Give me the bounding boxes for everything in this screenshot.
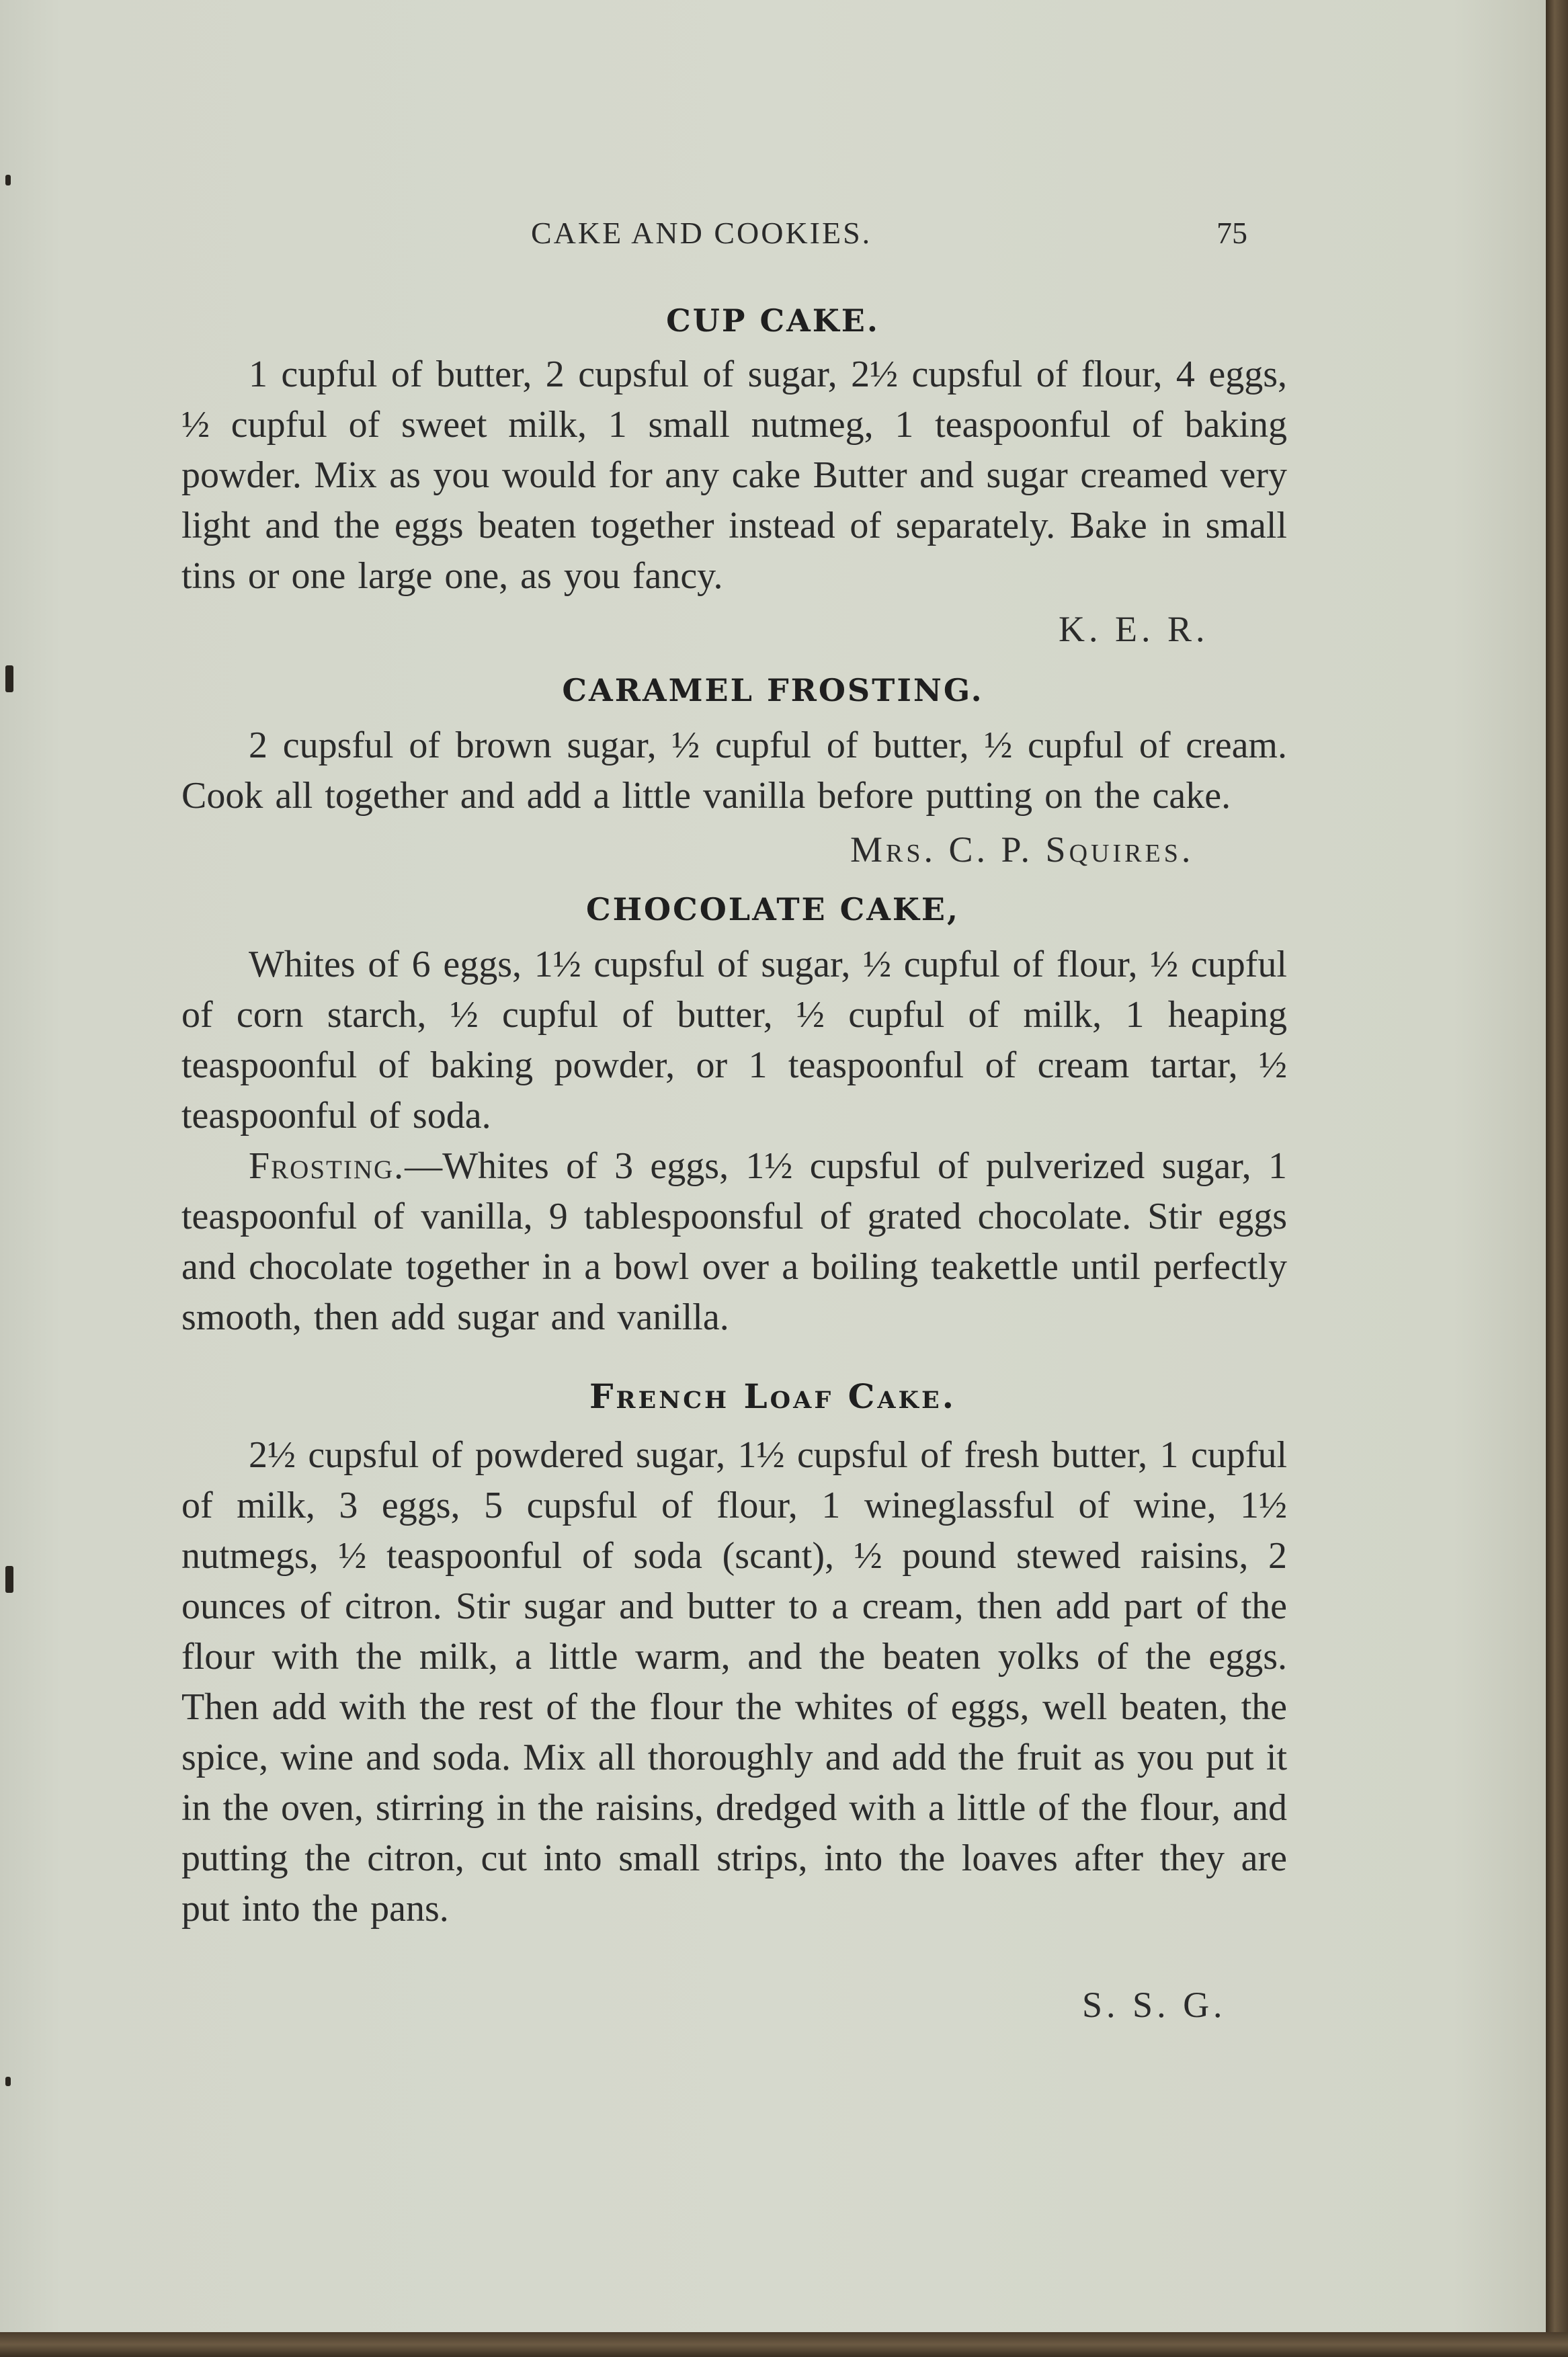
page-edge-bottom: [0, 2332, 1568, 2357]
recipe-body-chocolate-cake: [181, 940, 1287, 1343]
recipe-title-cup-cake: CUP CAKE.: [666, 302, 880, 339]
recipe-body-french-loaf-cake: [181, 1430, 1287, 1934]
recipe-title-caramel-frosting: CARAMEL FROSTING.: [562, 672, 984, 708]
recipe-signature: S. S. G.: [1082, 1985, 1227, 2025]
frosting-text: —Whites of 3 eggs, 1½ cupsful of pulverized sugar, 1 teaspoonful of vanilla, 9 tablespoonsful of grated chocolate. Stir eggs and chocolate together in a bowl over a boiling teakettle until perfectly smooth, then add sugar and vanilla.: [181, 1145, 1287, 1338]
recipe-text: 2½ cupsful of powdered sugar, 1½ cupsful of fresh butter, 1 cupful of milk, 3 eggs, 5 cupsful of flour, 1 wineglassful of wine, 1½ nutmegs, ½ teaspoonful of soda (scant), ½ pound stewed raisins, 2 ounces of citron. Stir sugar and butter to a cream, then add part of the flour with the milk, a little warm, and the beaten yolks of the eggs. Then add with the rest of the flour the whites of eggs, well beaten, the spice, wine and soda. Mix all thoroughly and add the fruit as you put it in the oven, stirring in the raisins, dredged with a little of the flour, and putting the citron, cut into small strips, into the loaves after they are put into the pans.: [181, 1434, 1287, 1930]
frosting-paragraph: [181, 1141, 1287, 1343]
page-number: 75: [1216, 216, 1247, 250]
running-head: CAKE AND COOKIES.: [531, 216, 872, 250]
binding-mark: [5, 1566, 13, 1593]
recipe-body-caramel-frosting: [181, 720, 1287, 821]
binding-mark: [5, 175, 11, 185]
recipe-body-cup-cake: [181, 349, 1287, 602]
recipe-text: 1 cupful of butter, 2 cupsful of sugar, 2½ cupsful of flour, 4 eggs, ½ cupful of sweet milk, 1 small nutmeg, 1 teaspoonful of baking powder. Mix as you would for any cake Butter and sugar creamed very light and the eggs beaten together instead of separately. Bake in small tins or one large one, as you fancy.: [181, 354, 1287, 597]
recipe-signature: Mrs. C. P. Squires.: [850, 829, 1194, 870]
recipe-title-chocolate-cake: CHOCOLATE CAKE,: [585, 891, 960, 927]
binding-mark: [5, 2077, 11, 2086]
recipe-title-french-loaf-cake: French Loaf Cake.: [589, 1376, 957, 1416]
frosting-label: Frosting.: [249, 1145, 405, 1187]
recipe-text: 2 cupsful of brown sugar, ½ cupful of butter, ½ cupful of cream. Cook all together and add a little vanilla before putting on the cake.: [181, 725, 1287, 817]
page-edge-right: [1546, 0, 1568, 2357]
recipe-text: Whites of 6 eggs, 1½ cupsful of sugar, ½ cupful of flour, ½ cupful of corn starch, ½ cupful of butter, ½ cupful of milk, 1 heaping teaspoonful of baking powder, or 1 teaspoonful of cream tartar, ½ teaspoonful of soda.: [181, 944, 1287, 1136]
recipe-signature: K. E. R.: [1059, 609, 1209, 649]
